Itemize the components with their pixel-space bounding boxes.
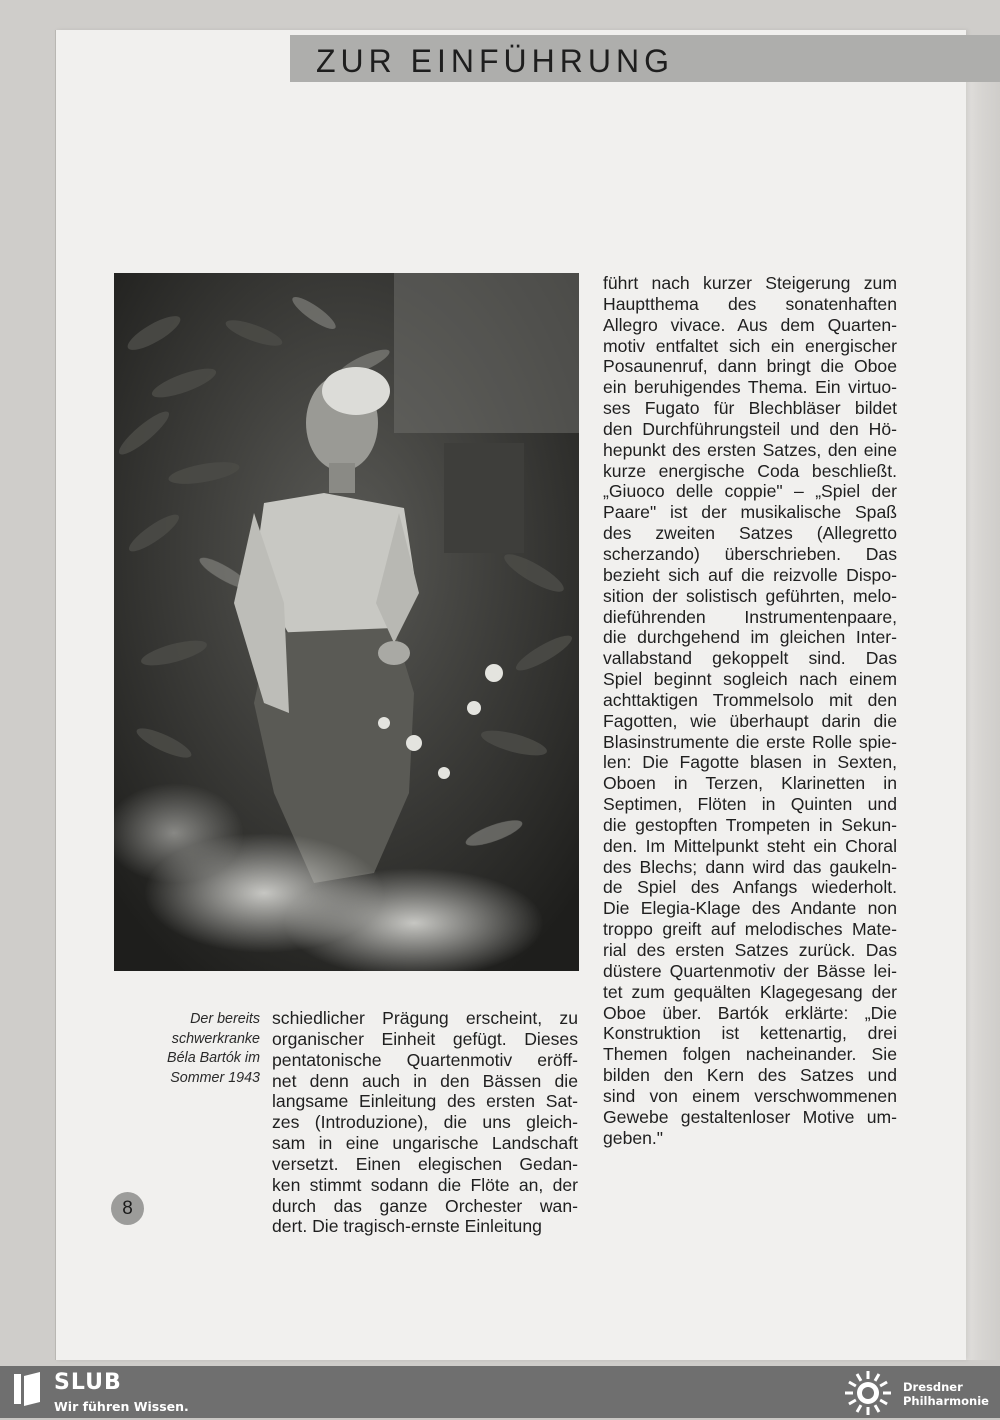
text-line: rial des ersten Satzes zurück. Das xyxy=(603,940,897,960)
text-line: sind von einem verschwommenen xyxy=(603,1085,897,1106)
text-line: len: Die Fagotte blasen in Sexten, xyxy=(603,752,897,773)
text-line: Septimen, Flöten in Quinten und xyxy=(603,794,897,815)
philharmonie-logo-icon[interactable] xyxy=(842,1370,894,1420)
text-line: durch das ganze Orchester wan- xyxy=(272,1195,578,1216)
text-line: düstere Quartenmotiv der Bässe lei- xyxy=(603,960,897,981)
caption-line: schwerkranke xyxy=(171,1030,260,1047)
text-line: dieführenden Instrumentenpaare, xyxy=(603,606,897,627)
text-line: Fagotten, wie überhaupt darin die xyxy=(603,710,897,731)
text-line: Blasinstrumente die erste Rolle spie- xyxy=(603,731,897,752)
text-line: schiedlicher Prägung erscheint, zu xyxy=(272,1008,578,1028)
section-title: ZUR EINFÜHRUNG xyxy=(316,43,674,79)
text-line: dert. Die tragisch-ernste Einleitung xyxy=(272,1216,542,1237)
text-line: motiv entfaltet sich ein energischer xyxy=(603,335,897,356)
text-line: „Giuoco delle coppie" – „Spiel der xyxy=(603,481,897,502)
page-number: 8 xyxy=(111,1192,144,1225)
text-line: Spiel beginnt sogleich nach einem xyxy=(603,669,897,690)
text-line: Konstruktion ist kettenartig, drei xyxy=(603,1023,897,1044)
bartok-photo xyxy=(114,273,579,971)
text-line: ses Fugato für Blechbläser bildet xyxy=(603,398,897,419)
text-line: Themen folgen nacheinander. Sie xyxy=(603,1044,897,1065)
text-line: Die Elegia-Klage des Andante non xyxy=(603,898,897,919)
text-line: Hauptthema des sonatenhaften xyxy=(603,293,897,314)
partner-line: Philharmonie xyxy=(903,1393,989,1408)
text-line: zes (Introduzione), die uns gleich- xyxy=(272,1112,578,1133)
caption-line: Béla Bartók im xyxy=(167,1050,260,1066)
caption-line: Sommer 1943 xyxy=(170,1069,260,1086)
caption-line: Der bereits xyxy=(190,1011,260,1027)
text-line: den Durchführungsteil und den Hö- xyxy=(603,418,897,439)
text-line: sam in eine ungarische Landschaft xyxy=(272,1133,578,1154)
text-line: den. Im Mittelpunkt steht ein Choral xyxy=(603,835,897,856)
text-line: des Blechs; dann wird das gaukeln- xyxy=(603,856,897,877)
facing-page-edge xyxy=(965,40,1000,1360)
text-line: des zweiten Satzes (Allegretto xyxy=(603,523,897,544)
text-line: Paare" ist der musikalische Spaß xyxy=(603,502,897,523)
text-line: sition der solistisch geführten, melo- xyxy=(603,585,897,606)
photo-illustration xyxy=(114,273,579,971)
text-line: hepunkt des ersten Satzes, den eine xyxy=(603,439,897,460)
text-line: Gewebe gestaltenloser Motive um- xyxy=(603,1106,897,1127)
slub-name[interactable]: SLUB xyxy=(54,1370,122,1395)
text-line: scherzando) überschrieben. Das xyxy=(603,543,897,564)
text-line: die gestopften Trompeten in Sekun- xyxy=(603,814,897,835)
philharmonie-name[interactable] xyxy=(903,1381,998,1408)
text-line: Posaunenruf, dann bringt die Oboe xyxy=(603,356,897,377)
text-line: die durchgehend im gleichen Inter- xyxy=(603,627,897,648)
text-line: Oboen in Terzen, Klarinetten in xyxy=(603,773,897,794)
text-line: geben." xyxy=(603,1127,664,1148)
text-line: pentatonische Quartenmotiv eröff- xyxy=(272,1049,578,1070)
text-line: ken stimmt sodann die Flöte an, der xyxy=(272,1174,578,1195)
text-line: bilden den Kern des Satzes und xyxy=(603,1065,897,1086)
text-line: de Spiel des Anfangs wiederholt. xyxy=(603,877,897,898)
text-line: versetzt. Einen elegischen Gedan- xyxy=(272,1153,578,1174)
text-line: achttaktigen Trommelsolo mit den xyxy=(603,689,897,710)
text-line: kurze energische Coda beschließt. xyxy=(603,460,897,481)
slub-logo-icon[interactable] xyxy=(12,1372,44,1410)
text-line: langsame Einleitung des ersten Sat- xyxy=(272,1091,578,1112)
text-line: vallabstand gekoppelt sind. Das xyxy=(603,648,897,669)
text-line: Oboe über. Bartók erklärte: „Die xyxy=(603,1002,897,1023)
text-line: net denn auch in den Bässen die xyxy=(272,1070,578,1091)
text-line: organischer Einheit gefügt. Dieses xyxy=(272,1028,578,1049)
photo-caption xyxy=(140,1010,260,1088)
left-text-column xyxy=(272,1008,578,1237)
text-line: bezieht sich auf die reizvolle Dispo- xyxy=(603,564,897,585)
right-text-column xyxy=(603,273,897,1148)
slub-tagline: Wir führen Wissen. xyxy=(54,1399,189,1414)
text-line: führt nach kurzer Steigerung zum xyxy=(603,273,897,293)
partner-line: Dresdner xyxy=(903,1380,963,1394)
text-line: ein beruhigendes Thema. Ein virtuo- xyxy=(603,377,897,398)
text-line: troppo greift auf melodisches Mate- xyxy=(603,919,897,940)
text-line: Allegro vivace. Aus dem Quarten- xyxy=(603,314,897,335)
text-line: tet zum gequälten Klagegesang der xyxy=(603,981,897,1002)
